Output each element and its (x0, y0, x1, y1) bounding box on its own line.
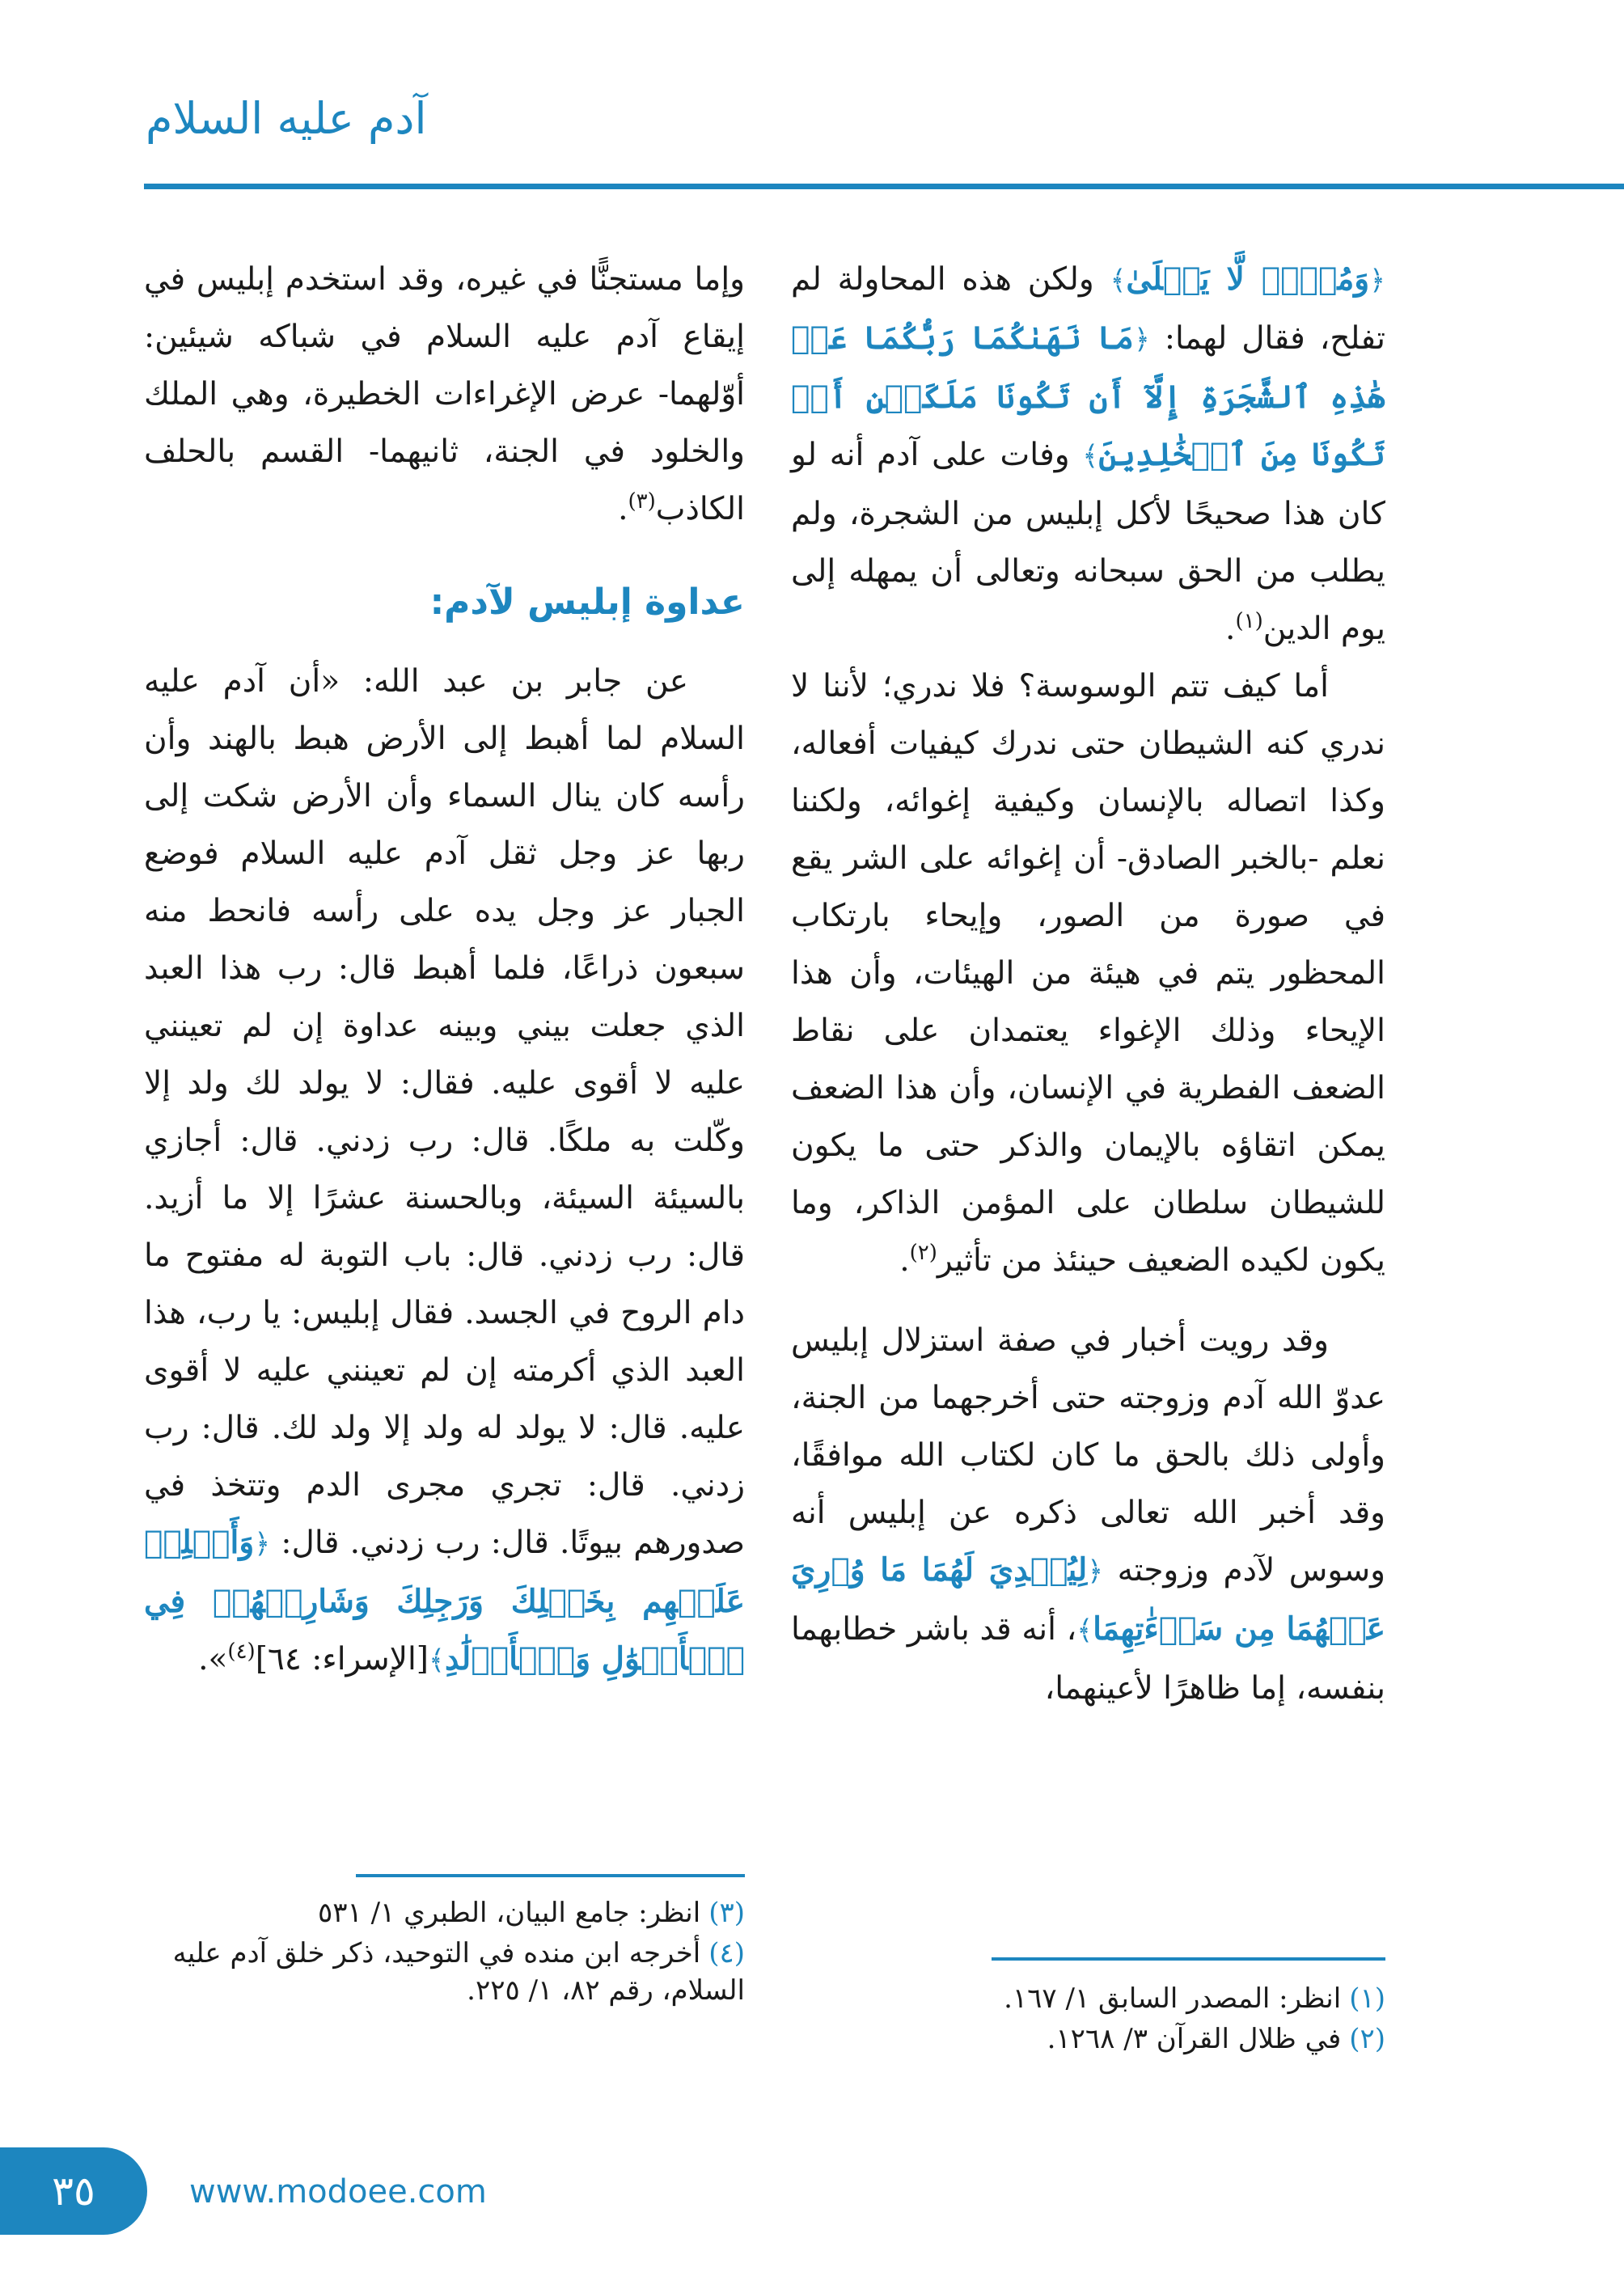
quran-bracket-open-icon: ﴿ (254, 1528, 271, 1560)
footnote-item (791, 2020, 1385, 2058)
footnote-text: أخرجه ابن منده في التوحيد، ذكر خلق آدم عليه السلام، رقم ٨٢، ١/ ٢٢٥. (172, 1937, 745, 2007)
paragraph-text: أما كيف تتم الوسوسة؟ فلا ندري؛ لأننا لا ندري كنه الشيطان حتى ندرك كيفيات أفعاله، وكذا اتصاله بالإنسان وكيفية إغوائه، ولكننا نعلم -بالخبر الصادق- أن إغوائه على الشر يقع في صورة من الصور، وإيحاء بارتكاب المحظور يتم في هيئة من الهيئات، وأن هذا الإيحاء وذلك الإغواء يعتمدان على نقاط الضعف الفطرية في الإنسان، وأن هذا الضعف يمكن اتقاؤه بالإيمان والذكر حتى ما يكون للشيطان سلطان على المؤمن الذاكر، وما يكون لكيده الضعيف حينئذ من تأثير (791, 668, 1385, 1279)
paragraph-text: ولكن هذه المحاولة لم تفلح، فقال لهما: (791, 261, 1385, 357)
right-column (791, 251, 1385, 1717)
quran-verse: مَا نَهَىٰكُمَا رَبُّكُمَا عَنۡ هَٰذِهِ ٱلشَّجَرَةِ إِلَّآ أَن تَكُونَا مَلَكَيۡنِ أَوۡ تَكُونَا مِنَ ٱلۡخَٰلِدِينَ (791, 319, 1385, 473)
footnote-rule (992, 1957, 1385, 1961)
quran-bracket-close-icon: ﴾ (1076, 1614, 1093, 1647)
footnote-number: (١) (1349, 1982, 1385, 2015)
website-link[interactable]: www.modoee.com (189, 2173, 487, 2211)
paragraph-text: وقد رويت أخبار في صفة استزلال إبليس عدوّ الله آدم وزوجته حتى أخرجهما من الجنة، وأولى ذلك بالحق ما كان لكتاب الله موافقًا، وقد أخبر الله تعالى ذكره عن إبليس أنه وسوس لآدم وزوجته (791, 1322, 1385, 1589)
quran-verse: وَأَجۡلِبۡ عَلَيۡهِم بِخَيۡلِكَ وَرَجِلِكَ وَشَارِكۡهُمۡ فِي ٱلۡأَمۡوَٰلِ وَٱلۡأَوۡلَٰدِ (144, 1524, 745, 1677)
footnote-ref: (٣) (628, 489, 656, 514)
header-rule (144, 184, 1624, 189)
quran-bracket-close-icon: ﴾ (1082, 440, 1099, 472)
footnote-ref: (٢) (909, 1241, 937, 1265)
footnote-item (144, 1935, 745, 2009)
footnote-text: في ظلال القرآن ٣/ ١٢٦٨. (1047, 2023, 1342, 2055)
quran-verse: وَمُلۡكٖ لَّا يَبۡلَىٰ (1126, 260, 1370, 298)
footnote-ref: (١) (1235, 609, 1263, 633)
page-number: ٣٥ (0, 2147, 147, 2235)
left-column (144, 251, 745, 1690)
right-paragraph-1: ﴿وَمُلۡكٖ لَّا يَبۡلَىٰ﴾ ولكن هذه المحاولة لم تفلح، فقال لهما: ﴿مَا نَهَىٰكُمَا رَبُّكُمَا عَنۡ هَٰذِهِ ٱلشَّجَرَةِ إِلَّآ أَن تَكُونَا مَلَكَيۡنِ أَوۡ تَكُونَا مِنَ ٱلۡخَٰلِدِينَ﴾ وفات على آدم أنه لو كان هذا صحيحًا لأكل إبليس من الشجرة، ولم يطلب من الحق سبحانه وتعالى أن يمهله إلى يوم الدين$^{(١)}$. (791, 260, 1385, 647)
quran-bracket-open-icon: ﴿ (1087, 1555, 1104, 1588)
paragraph-text: ، أنه قد باشر خطابهما بنفسه، إما ظاهرًا لأعينهما، (791, 1611, 1385, 1707)
footnote-text: انظر: جامع البيان، الطبري ١/ ٥٣١ (317, 1897, 701, 1929)
section-heading: عداوة إبليس لآدم: (429, 582, 745, 623)
footnote-ref: (٤) (227, 1639, 256, 1664)
footnote-item (791, 1980, 1385, 2017)
quote-end: ». (198, 1641, 228, 1677)
right-paragraph-3 (791, 1312, 1385, 1717)
footnote-number: (٢) (1349, 2023, 1385, 2055)
paragraph-text: وإما مستجنًّا في غيره، وقد استخدم إبليس في إيقاع آدم عليه السلام في شباكه شيئين: أوّلهما- عرض الإغراءات الخطيرة، وهي الملك والخلود في الجنة، ثانيهما- القسم بالحلف الكاذب (144, 261, 745, 527)
paragraph-text: وفات على آدم أنه لو كان هذا صحيحًا لأكل إبليس من الشجرة، ولم يطلب من الحق سبحانه وتعالى أن يمهله إلى يوم الدين (791, 437, 1385, 647)
quran-bracket-close-icon: ﴾ (1110, 264, 1127, 297)
left-paragraph-1: وإما مستجنًّا في غيره، وقد استخدم إبليس في إيقاع آدم عليه السلام في شباكه شيئين: أوّلهما- عرض الإغراءات الخطيرة، وهي الملك والخلود في الجنة، ثانيهما- القسم بالحلف الكاذب$^{(٣)}$. (144, 261, 745, 527)
paragraph-text: عن جابر بن عبد الله: «أن آدم عليه السلام لما أهبط إلى الأرض هبط بالهند وأن رأسه كان ينال السماء وأن الأرض شكت إلى ربها عز وجل ثقل آدم عليه السلام فوضع الجبار عز وجل يده على رأسه فانحط منه سبعون ذراعًا، فلما أهبط قال: رب هذا العبد الذي جعلت بيني وبينه عداوة إن لم تعينني عليه لا أقوى عليه. فقال: لا يولد لك ولد إلا وكّلت به ملكًا. قال: رب زدني. قال: أجازي بالسيئة السيئة، وبالحسنة عشرًا إلا ما أزيد. قال: رب زدني. قال: باب التوبة له مفتوح ما دام الروح في الجسد. فقال إبليس: يا رب، هذا العبد الذي أكرمته إن لم تعينني عليه لا أقوى عليه. قال: لا يولد له ولد إلا ولد لك. قال: رب زدني. قال: تجري مجرى الدم وتتخذ في صدورهم بيوتًا. قال: رب زدني. قال: (144, 663, 745, 1561)
right-paragraph-2: أما كيف تتم الوسوسة؟ فلا ندري؛ لأننا لا ندري كنه الشيطان حتى ندرك كيفيات أفعاله، وكذا اتصاله بالإنسان وكيفية إغوائه، ولكننا نعلم -بالخبر الصادق- أن إغوائه على الشر يقع في صورة من الصور، وإيحاء بارتكاب المحظور يتم في هيئة من الهيئات، وأن هذا الإيحاء وذلك الإغواء يعتمدان على نقاط الضعف الفطرية في الإنسان، وأن هذا الضعف يمكن اتقاؤه بالإيمان والذكر حتى ما يكون للشيطان سلطان على المؤمن الذاكر، وما يكون لكيده الضعيف حينئذ من تأثير$^{(٢)}$. (791, 668, 1385, 1279)
footnote-number: (٣) (708, 1897, 745, 1929)
footnote-rule (356, 1874, 745, 1877)
footnote-item (144, 1894, 745, 1931)
right-footnotes (791, 1980, 1385, 2061)
quran-bracket-open-icon: ﴿ (1369, 264, 1385, 297)
left-paragraph-2 (144, 653, 745, 1690)
quran-verse: لِيُبۡدِيَ لَهُمَا مَا وُۥرِيَ عَنۡهُمَا مِن سَوۡءَٰتِهِمَا (791, 1551, 1385, 1648)
page-header-title: آدم عليه السلام (146, 93, 427, 144)
footnote-number: (٤) (708, 1937, 745, 1969)
quran-citation: [الإسراء: ٦٤] (255, 1641, 429, 1677)
left-footnotes (144, 1894, 745, 2012)
footnote-text: انظر: المصدر السابق ١/ ١٦٧. (1004, 1982, 1342, 2015)
quran-bracket-close-icon: ﴾ (429, 1644, 445, 1677)
quran-bracket-open-icon: ﴿ (1134, 324, 1150, 356)
